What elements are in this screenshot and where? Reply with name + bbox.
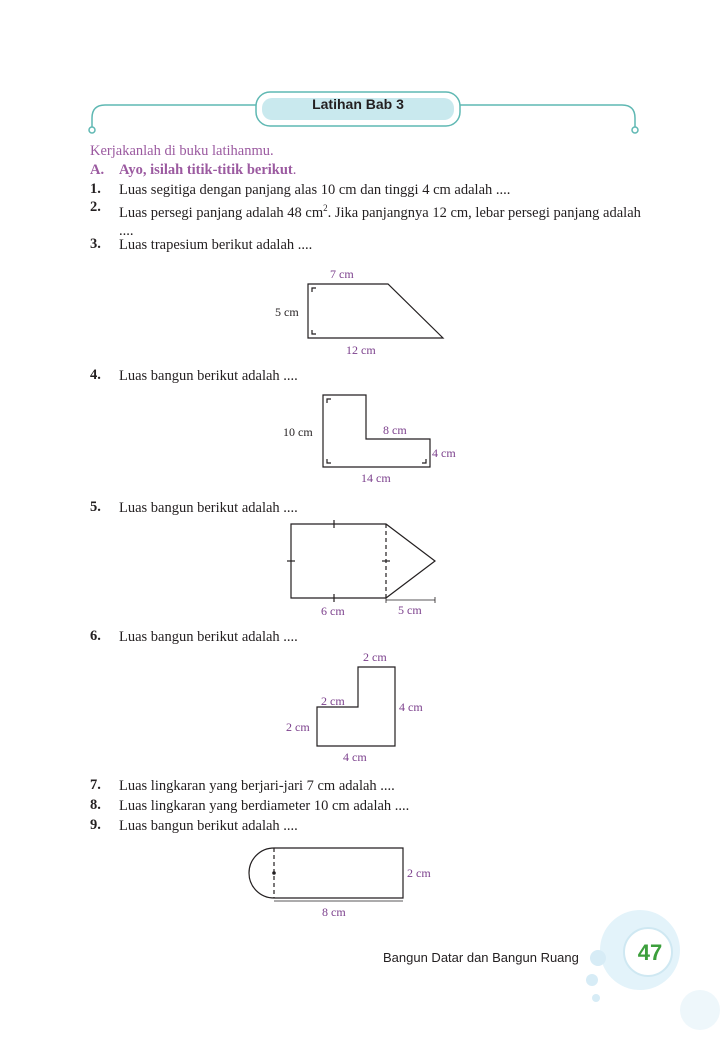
lshape6-top-label: 2 cm — [363, 650, 387, 664]
lshape-inner-label: 8 cm — [383, 423, 407, 437]
lshape6-step-label: 2 cm — [321, 694, 345, 708]
l-shape-figure — [323, 395, 430, 467]
question-number: 9. — [90, 817, 101, 833]
lshape6-left-label: 2 cm — [286, 720, 310, 734]
pentagon-width-label: 6 cm — [321, 604, 345, 618]
lshape-bottom-label: 14 cm — [361, 471, 391, 485]
question-number: 8. — [90, 797, 101, 813]
question-text: Luas bangun berikut adalah .... — [119, 368, 298, 384]
lshape-right-label: 4 cm — [432, 446, 456, 460]
question-text: Luas lingkaran yang berjari-jari 7 cm adalah .... — [119, 778, 395, 794]
question-text: Luas trapesium berikut adalah .... — [119, 237, 313, 253]
lshape6-right-label: 4 cm — [399, 700, 423, 714]
question-text: Luas persegi panjang adalah 48 $cm^2$. Jika panjangnya 12 cm, lebar persegi panjang adalah .... — [119, 203, 641, 239]
question-text: Luas bangun berikut adalah .... — [119, 500, 298, 516]
page-title: Latihan Bab 3 — [312, 96, 404, 112]
lshape6-bottom-label: 4 cm — [343, 750, 367, 764]
semicircle-rect-figure — [249, 848, 403, 898]
instruction-text: Kerjakanlah di buku latihanmu. — [90, 143, 274, 159]
book-title: Bangun Datar dan Bangun Ruang — [383, 950, 579, 965]
trapezoid-figure — [308, 284, 443, 338]
semirect-right-label: 2 cm — [407, 866, 431, 880]
question-number: 6. — [90, 628, 101, 644]
trapezoid-left-label: 5 cm — [275, 305, 299, 319]
pentagon-figure — [291, 524, 435, 598]
question-text: Luas lingkaran yang berdiameter 10 cm adalah .... — [119, 798, 410, 814]
question-number: 5. — [90, 499, 101, 515]
semirect-bottom-label: 8 cm — [322, 905, 346, 919]
section-letter: A. — [90, 162, 105, 178]
pentagon-point-label: 5 cm — [398, 603, 422, 617]
question-text: Luas segitiga dengan panjang alas 10 cm dan tinggi 4 cm adalah .... — [119, 182, 511, 198]
question-number: 7. — [90, 777, 101, 793]
question-text: Luas bangun berikut adalah .... — [119, 629, 298, 645]
question-number: 3. — [90, 236, 101, 252]
trapezoid-top-label: 7 cm — [330, 267, 354, 281]
trapezoid-bottom-label: 12 cm — [346, 343, 376, 357]
question-text: Luas bangun berikut adalah .... — [119, 818, 298, 834]
lshape-left-label: 10 cm — [283, 425, 313, 439]
question-number: 2. — [90, 199, 101, 215]
question-number: 4. — [90, 367, 101, 383]
section-title: Ayo, isilah titik-titik berikut. — [119, 162, 297, 178]
question-number: 1. — [90, 181, 101, 197]
page-number: 47 — [637, 940, 663, 965]
